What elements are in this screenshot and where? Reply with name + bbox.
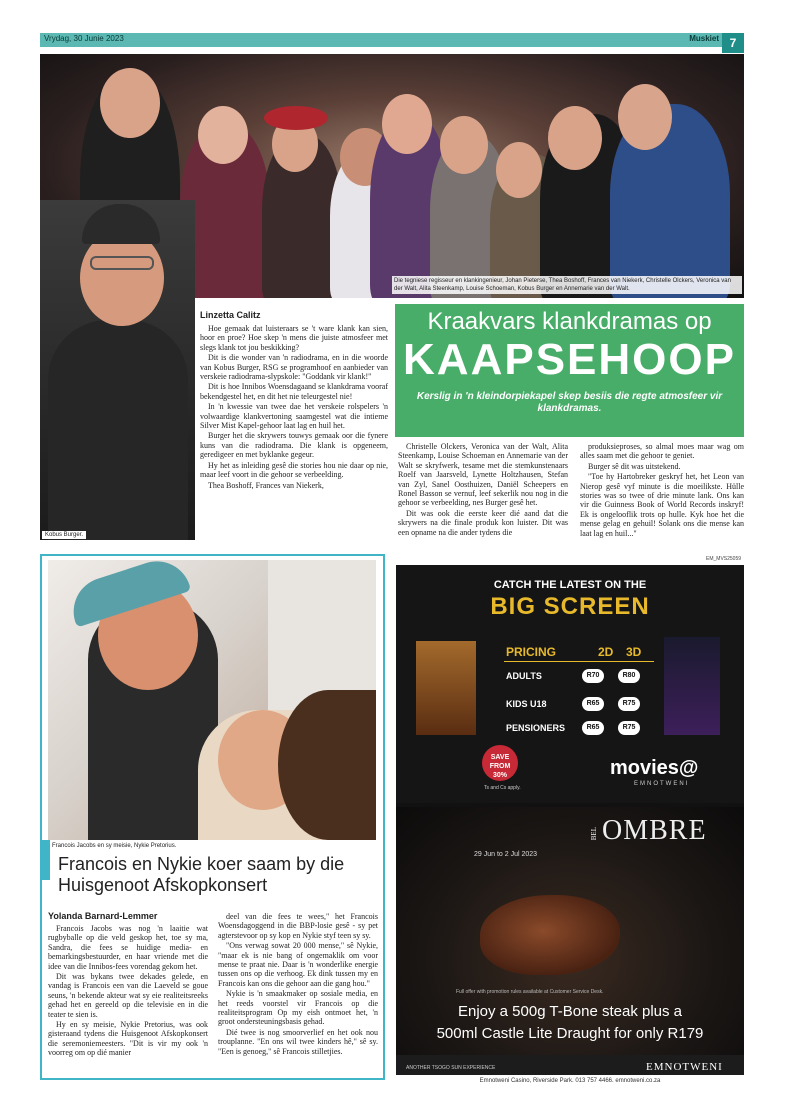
pricing-row-label: KIDS U18	[506, 699, 547, 709]
price-3d: R75	[618, 697, 640, 711]
tsogo-tagline: ANOTHER TSOGO SUN EXPERIENCE	[406, 1065, 496, 1071]
issue-date: Vrydag, 30 Junie 2023	[44, 34, 124, 43]
article1-column-3	[580, 442, 744, 539]
advert-footer: Emnotweni Casino, Riverside Park. 013 757 4466. emnotweni.co.za	[396, 1075, 744, 1087]
page-number: 7	[722, 33, 744, 53]
paragraph: Thea Boshoff, Frances van Niekerk,	[208, 480, 324, 490]
pricing-divider	[504, 661, 654, 662]
paragraph: Hoe gemaak dat luisteraars se 't ware klank kan sien, hoor en proe? Hoe skep 'n mens die juiste atmosfeer met slegs klank tot jou beskikking?	[200, 324, 388, 352]
price-3d: R80	[618, 669, 640, 683]
paragraph: Hy en sy meisie, Nykie Pretorius, was ook gisteraand tydens die Huisgenoot Afskopkonsert die seremoniemeesters. "Dit is vir my ook 'n voorreg om op dié manier	[48, 1020, 208, 1058]
promo-dates: 29 Jun to 2 Jul 2023	[474, 851, 538, 858]
article2-column-2	[218, 912, 378, 1057]
subheadline: Kerslig in 'n kleindorpiekapel skep besiis die regte atmosfeer vir klankdramas.	[416, 391, 723, 414]
kobus-photo-caption: Kobus Burger.	[42, 531, 86, 539]
article2-accent-bar	[40, 840, 50, 880]
headline-line-2: KAAPSEHOOP	[403, 335, 736, 384]
fine-print: Full offer with promotion rules available at Customer Service Desk.	[456, 989, 604, 995]
paragraph: Dit is die wonder van 'n radiodrama, en in die woorde van Kobus Burger, RSG se programhoof en aanbieder van verskeie radiodrama-slypskole: "Goddank vir klank!"	[200, 353, 388, 382]
article1-column-1	[200, 324, 388, 491]
promo-text	[400, 1001, 740, 1045]
bel-ombre-logo: OMBRE	[602, 815, 707, 846]
paragraph: Dié twee is nog smoorverlief en het ook nou trouplanne. "En ons wil twee kinders hê," sê sy. "Een is genoeg," sê Francois stilletjies.	[218, 1027, 378, 1056]
price-2d: R70	[582, 669, 604, 683]
paragraph: Hy het as inleiding gesê die stories hou nie daar op nie, maar leef voort in die gehoor se verbeelding.	[200, 460, 388, 480]
paragraph: "Ons verwag sowat 20 000 mense," sê Nykie, "maar ek is nie bang of ongemaklik om voor mense te praat nie. Daar is 'n wonderlike energie tussen ons op die verhoog. Ek dink tussen my en Francois kan ons die gehoor aan die gang hou."	[218, 941, 378, 988]
emnotweni-logo: EMNOTWENI	[646, 1061, 723, 1073]
paragraph: Dit is hoe Innibos Woensdagaand se klankdrama vooraf bekendgestel het, en dit het nie teleurgestel nie!	[200, 382, 388, 401]
article2-column-1	[48, 924, 208, 1059]
article2-headline: Francois en Nykie koer saam by die Huisgenoot Afskopkonsert	[58, 854, 345, 895]
group-photo-caption: Die tegniese regisseur en klankingenieur, Johan Pieterse, Thea Boshoff, Frances van Niekerk, Christelle Olckers, Veronica van der Walt, Alita Steenkamp, Louise Schoeman, Kobus Burger en Annemarie van der Walt.	[392, 276, 742, 294]
article1-column-2	[398, 442, 568, 538]
section-name: Muskiet	[689, 34, 719, 43]
price-3d: R75	[618, 721, 640, 735]
paragraph: produksieproses, so almal moes maar wag om alles saam met die gehoor te geniet.	[580, 442, 744, 461]
pricing-row-label: PENSIONERS	[506, 723, 566, 733]
advert-big-screen: BIG SCREEN	[490, 593, 650, 620]
steak-image	[480, 895, 620, 975]
paragraph: Dit was ook die eerste keer dié aand dat die skrywers na die finale produk kon luister. Dit was een opname na die ander tydens die	[398, 508, 568, 537]
movie-poster-indiana	[416, 641, 476, 735]
movie-poster-elemental	[664, 637, 720, 735]
page-header	[40, 33, 744, 47]
paragraph: Dit was bykans twee dekades gelede, en vandag is Francois een van die Laeveld se goue seuns, 'n bekende akteur wat sy eie realiteitsreeks gehad het en gereeld op die televisie en in die teater te sien is.	[48, 972, 208, 1019]
paragraph: Francois Jacobs was nog 'n laaitie wat rugbyballe op die veld geskop het, toe sy ma, Sandra, die fees se huidige media- en bemarkingsbestuurder, en haar vriende met die idee van die Innibos-fees vorendag gekom het.	[48, 924, 208, 971]
paragraph: Burger het die skrywers touwys gemaak oor die fynere kuns van die radiodrama. Die klank is opgeneem, geredigeer en met byklanke gegeur.	[200, 431, 388, 460]
bel-logo-prefix: BEL	[590, 827, 598, 841]
pricing-label: PRICING	[506, 645, 557, 659]
advertisement[interactable]	[396, 565, 744, 1083]
movies-logo: movies@	[610, 757, 699, 779]
paragraph: Christelle Olckers, Veronica van der Walt, Alita Steenkamp, Louise Schoeman en Annemarie van der Walt se skryfwerk, tesame met die stemkunstenaars Roelf van Jaarsveld, Lynette Holtzhausen, Stefan van Zyl, Sanel Oosthuizen, Daniël Scheepers en Ronel Basson se vernuf, leef sekerlik nou nog in die gehoor se verbeelding, nes Burger gesê het.	[398, 442, 568, 508]
save-badge: SAVE FROM 30%	[482, 745, 518, 781]
price-2d: R65	[582, 697, 604, 711]
paragraph: In 'n kwessie van twee dae het verskeie rolspelers 'n volwaardige klankvertoning saamgestel wat die intieme Silver Mist Kapel-gehoor laat lag en huil het.	[200, 402, 388, 431]
promo-line-2: 500ml Castle Lite Draught for only R179	[436, 1025, 704, 1042]
pricing-row-label: ADULTS	[506, 671, 542, 681]
couple-photo	[48, 560, 376, 840]
pricing-2d-header: 2D	[598, 645, 614, 659]
advert-tagline: CATCH THE LATEST ON THE	[493, 579, 647, 591]
paragraph: Burger sê dit was uitstekend.	[588, 461, 681, 471]
paragraph: Nykie is 'n smaakmaker op sosiale media, en het reeds voorstel vir Francois op die realiteitsprogram Op my eish ontmoet het, 'n groot ondersteuningsbasis gehad.	[218, 989, 378, 1027]
headline-line-1: Kraakvars klankdramas op	[427, 308, 712, 335]
terms-note: Ts and Cs apply.	[484, 785, 521, 791]
promo-line-1: Enjoy a 500g T-Bone steak plus a	[457, 1003, 683, 1020]
headline-box	[395, 304, 744, 437]
article2-byline: Yolanda Barnard-Lemmer	[48, 911, 158, 921]
kobus-photo	[40, 200, 195, 540]
paragraph: "Toe hy Hartobreker geskryf het, het Leon van Nierop gesê vyf minute is die moeilikste. Hülle stories was so twee of drie minute lank. Ons kan vir die Guinness Book of World Records inskryf! Ek is ongelooflik trots op hulle. Kyk hoe het die mense gelag en gehuil! Solank ons die mense kan laat lag en huil..."	[580, 472, 744, 538]
advert-code: EM_MVS25059	[706, 556, 742, 562]
movies-logo-sub: EMNOTWENI	[634, 781, 690, 787]
couple-photo-caption: Francois Jacobs en sy meisie, Nykie Pretorius.	[52, 843, 177, 849]
price-2d: R65	[582, 721, 604, 735]
article1-byline: Linzetta Calitz	[200, 310, 261, 320]
paragraph: deel van die fees te wees," het Francois Woensdagoggend in die BBP-losie gesê - sy pet agterstevoor op sy kop en Nykie styf teen sy sy.	[218, 912, 378, 940]
pricing-3d-header: 3D	[626, 645, 642, 659]
